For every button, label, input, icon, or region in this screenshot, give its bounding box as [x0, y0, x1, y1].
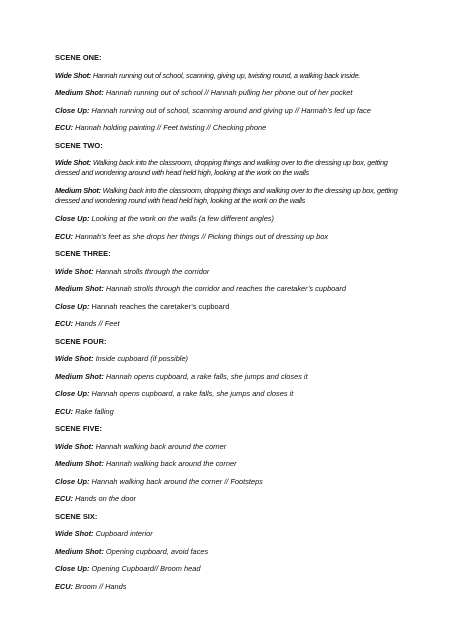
shot-list	[55, 53, 403, 599]
shot-line	[55, 106, 403, 116]
shot-line	[55, 477, 403, 487]
shot-label: ECU:	[55, 123, 74, 132]
shot-line	[55, 88, 403, 98]
shot-description: Hannah’s feet as she drops her things // Picking things out of dressing up box	[73, 231, 329, 241]
shot-line	[55, 494, 403, 504]
shot-line	[55, 459, 403, 469]
shot-description: Hands // Feet	[73, 319, 120, 329]
shot-line	[55, 186, 403, 207]
shot-line	[55, 284, 403, 294]
shot-line	[55, 71, 403, 81]
shot-line	[55, 547, 403, 557]
shot-line	[55, 158, 403, 179]
shot-description: Opening cupboard, avoid faces	[103, 546, 209, 556]
shot-line	[55, 354, 403, 364]
shot-line	[55, 582, 403, 592]
shot-label: Wide Shot:	[55, 529, 94, 539]
scene-heading: SCENE TWO:	[55, 140, 103, 150]
shot-label: Wide Shot:	[55, 158, 92, 167]
scene-heading: SCENE THREE:	[55, 249, 111, 259]
shot-label: Wide Shot:	[55, 70, 92, 80]
shot-description: Hannah walking back around the corner	[103, 459, 237, 469]
shot-label: Medium Shot:	[55, 88, 104, 97]
shot-line	[55, 232, 403, 242]
shot-description: Hannah running out of school, scanning, giving up, twisting round, a walking back inside.	[91, 70, 361, 80]
shot-description: Cupboard interior	[93, 529, 153, 539]
scene-heading: SCENE SIX:	[55, 511, 98, 521]
shot-description: Hannah running out of school, scanning around and giving up // Hannah’s fed up face	[89, 105, 371, 115]
shot-line	[55, 319, 403, 329]
scene-heading: SCENE ONE:	[55, 53, 102, 62]
shot-description: Hannah walking back around the corner // Footsteps	[89, 476, 263, 486]
shot-line	[55, 267, 403, 277]
shot-label: Wide Shot:	[55, 354, 94, 364]
shot-description: Hannah walking back around the corner	[93, 441, 227, 451]
shot-label: Medium Shot:	[55, 546, 104, 556]
shot-description: Inside cupboard (if possible)	[93, 354, 189, 364]
shot-description: Opening Cupboard// Broom head	[89, 564, 201, 574]
shot-line	[55, 214, 403, 224]
shot-description: Hannah opens cupboard, a rake falls, she jumps and closes it	[103, 371, 308, 381]
shot-label: Medium Shot:	[55, 371, 104, 381]
shot-label: ECU:	[55, 494, 74, 504]
shot-label: Close Up:	[55, 301, 90, 311]
shot-label: Medium Shot:	[55, 186, 101, 196]
shot-label: Close Up:	[55, 105, 90, 115]
shot-label: ECU:	[55, 319, 74, 329]
shot-description: Broom // Hands	[73, 581, 127, 591]
shot-label: Close Up:	[55, 476, 90, 486]
shot-description: Walking back into the classroom, dropping things and walking over to the dressing up box, getting dressed and wondering around with head held high, looking at the work on the walls	[55, 158, 388, 178]
shot-line	[55, 442, 403, 452]
shot-description: Hannah strolls through the corridor and reaches the caretaker’s cupboard	[103, 284, 346, 294]
shot-description: Hannah opens cupboard, a rake falls, she jumps and closes it	[89, 389, 294, 399]
shot-label: Wide Shot:	[55, 441, 94, 451]
shot-line	[55, 389, 403, 399]
shot-description: Hannah reaches the caretaker’s cupboard	[89, 301, 230, 311]
shot-description: Walking back into the classroom, dropping things and walking over to the dressing up box, getting dressed and wondering round with head held high, looking at the work on the walls	[55, 186, 398, 206]
scene-heading: SCENE FOUR:	[55, 336, 107, 346]
shot-description: Hands on the door	[73, 494, 136, 504]
shot-description: Hannah holding painting // Feet twisting // Checking phone	[73, 123, 267, 132]
shot-description: Looking at the work on the walls (a few different angles)	[89, 214, 274, 224]
shot-label: ECU:	[55, 581, 74, 591]
shot-label: Medium Shot:	[55, 459, 104, 469]
shot-label: Close Up:	[55, 389, 90, 399]
shot-line	[55, 529, 403, 539]
shot-description: Rake falling	[73, 406, 114, 416]
shot-line	[55, 302, 403, 312]
shot-line	[55, 407, 403, 417]
shot-label: ECU:	[55, 406, 74, 416]
shot-label: Wide Shot:	[55, 266, 94, 276]
shot-line	[55, 372, 403, 382]
shot-label: ECU:	[55, 231, 74, 241]
scene-heading: SCENE FIVE:	[55, 424, 102, 434]
shot-line	[55, 564, 403, 574]
shot-description: Hannah running out of school // Hannah pulling her phone out of her pocket	[103, 88, 353, 97]
shot-description: Hannah strolls through the corridor	[93, 266, 210, 276]
shot-line	[55, 123, 403, 133]
shot-label: Close Up:	[55, 214, 90, 224]
shot-label: Close Up:	[55, 564, 90, 574]
shot-label: Medium Shot:	[55, 284, 104, 294]
